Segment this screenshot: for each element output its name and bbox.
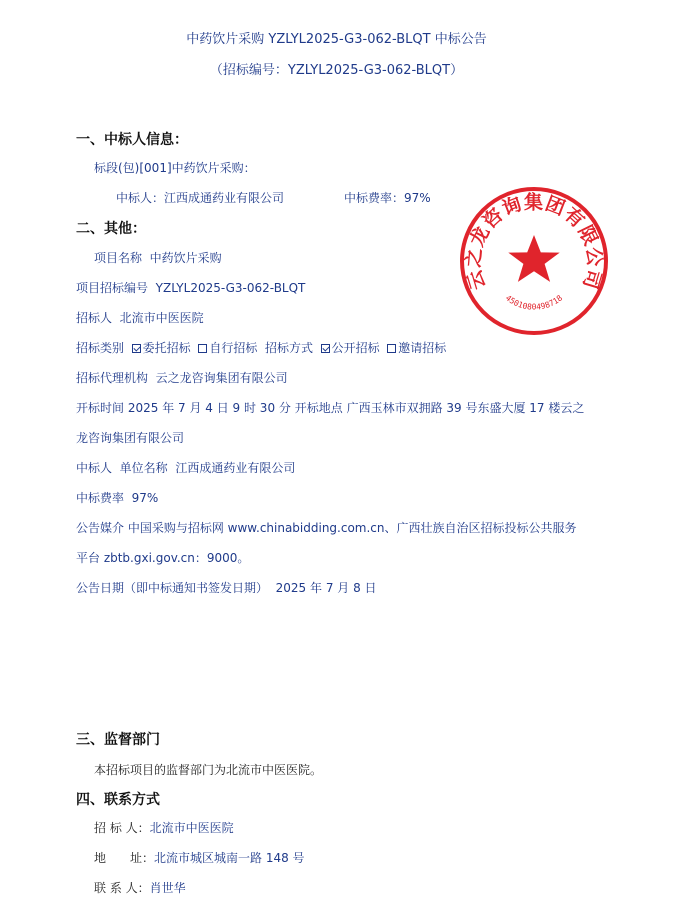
contact-address-label: 地 址： [94, 851, 155, 865]
seal-number-text: 4501080498718 [503, 293, 565, 312]
opening-time-label: 开标时间 [76, 401, 125, 415]
agency-value: 云之龙咨询集团有限公司 [155, 371, 288, 385]
contact-address-value: 北流市城区城南一路 148 号 [154, 851, 305, 865]
rate-label: 中标费率： [344, 191, 405, 205]
method-option-open: 公开招标 [331, 341, 380, 355]
section3-heading: 三、监督部门 [76, 732, 160, 748]
section1-heading: 一、中标人信息： [76, 132, 188, 148]
category-option-self: 自行招标 [209, 341, 258, 355]
contact-tenderee-line [94, 819, 234, 836]
seal-star-icon [508, 235, 559, 282]
category-checkbox-entrusted [132, 344, 141, 353]
media-value: 中国采购与招标网 www.chinabidding.com.cn、广西壮族自治区招标投标公共服务 [127, 521, 577, 535]
document-title: 中药饮片采购 YZLYL2025-G3-062-BLQT 中标公告 [186, 32, 487, 47]
tenderee-value: 北流市中医医院 [119, 311, 204, 325]
contact-person-value: 肖世华 [149, 881, 186, 895]
winner-value: 江西成通药业有限公司 [164, 191, 285, 205]
method-option-invite: 邀请招标 [398, 341, 447, 355]
method-label: 招标方式 [264, 341, 313, 355]
company-seal [458, 185, 610, 337]
opening-place-continued: 龙咨询集团有限公司 [76, 431, 185, 445]
winner-line [116, 189, 284, 206]
method-checkbox-open [321, 344, 330, 353]
unit-name-label: 单位名称 [119, 461, 168, 475]
seal-name-text: 云之龙咨询集团有限公司 [462, 191, 606, 293]
category-option-entrusted: 委托招标 [142, 341, 191, 355]
opening-line [76, 399, 584, 416]
project-name-label: 项目名称 [94, 251, 143, 265]
rate-line [344, 189, 431, 206]
rate-value-2: 97% [131, 491, 159, 505]
agency-label: 招标代理机构 [76, 371, 149, 385]
section2-heading: 二、其他： [76, 221, 146, 237]
agency-line [76, 369, 288, 386]
document-subtitle: （招标编号：YZLYL2025-G3-062-BLQT） [209, 63, 464, 78]
tenderee-label: 招标人 [76, 311, 113, 325]
project-code-value: YZLYL2025-G3-062-BLQT [155, 281, 306, 295]
project-code-label: 项目招标编号 [76, 281, 149, 295]
rate-label-2: 中标费率 [76, 491, 125, 505]
date-value: 2025 年 7 月 8 日 [275, 581, 377, 595]
winner-unit-line [76, 459, 295, 476]
project-name-line [94, 249, 222, 266]
category-checkbox-self [198, 344, 207, 353]
media-continued: 平台 zbtb.gxi.gov.cn：9000。 [76, 551, 250, 565]
opening-time-value: 2025 年 7 月 4 日 9 时 30 分 [127, 401, 291, 415]
contact-address-line [94, 849, 305, 866]
tenderee-line [76, 309, 204, 326]
contact-tenderee-value: 北流市中医医院 [149, 821, 234, 835]
winner-unit-value: 江西成通药业有限公司 [175, 461, 296, 475]
winner-label-2: 中标人 [76, 461, 113, 475]
contact-person-line [94, 879, 186, 896]
project-name-value: 中药饮片采购 [149, 251, 222, 265]
category-line [76, 339, 446, 356]
media-label: 公告媒介 [76, 521, 125, 535]
date-line [76, 579, 377, 596]
opening-place-label: 开标地点 [294, 401, 343, 415]
rate-line-2 [76, 489, 158, 506]
project-code-line [76, 279, 305, 296]
opening-place-value: 广西玉林市双拥路 39 号东盛大厦 17 楼云之 [346, 401, 585, 415]
method-checkbox-invite [387, 344, 396, 353]
contact-tenderee-label: 招 标 人： [94, 821, 150, 835]
rate-value: 97% [404, 191, 431, 205]
winner-label: 中标人： [116, 191, 165, 205]
date-label: 公告日期（即中标通知书签发日期） [76, 581, 269, 595]
supervision-text: 本招标项目的监督部门为北流市中医医院。 [94, 763, 323, 777]
section4-heading: 四、联系方式 [76, 792, 160, 808]
category-label: 招标类别 [76, 341, 125, 355]
lot-line: 标段(包)[001]中药饮片采购： [94, 161, 256, 175]
contact-person-label: 联 系 人： [94, 881, 150, 895]
media-line [76, 519, 577, 536]
